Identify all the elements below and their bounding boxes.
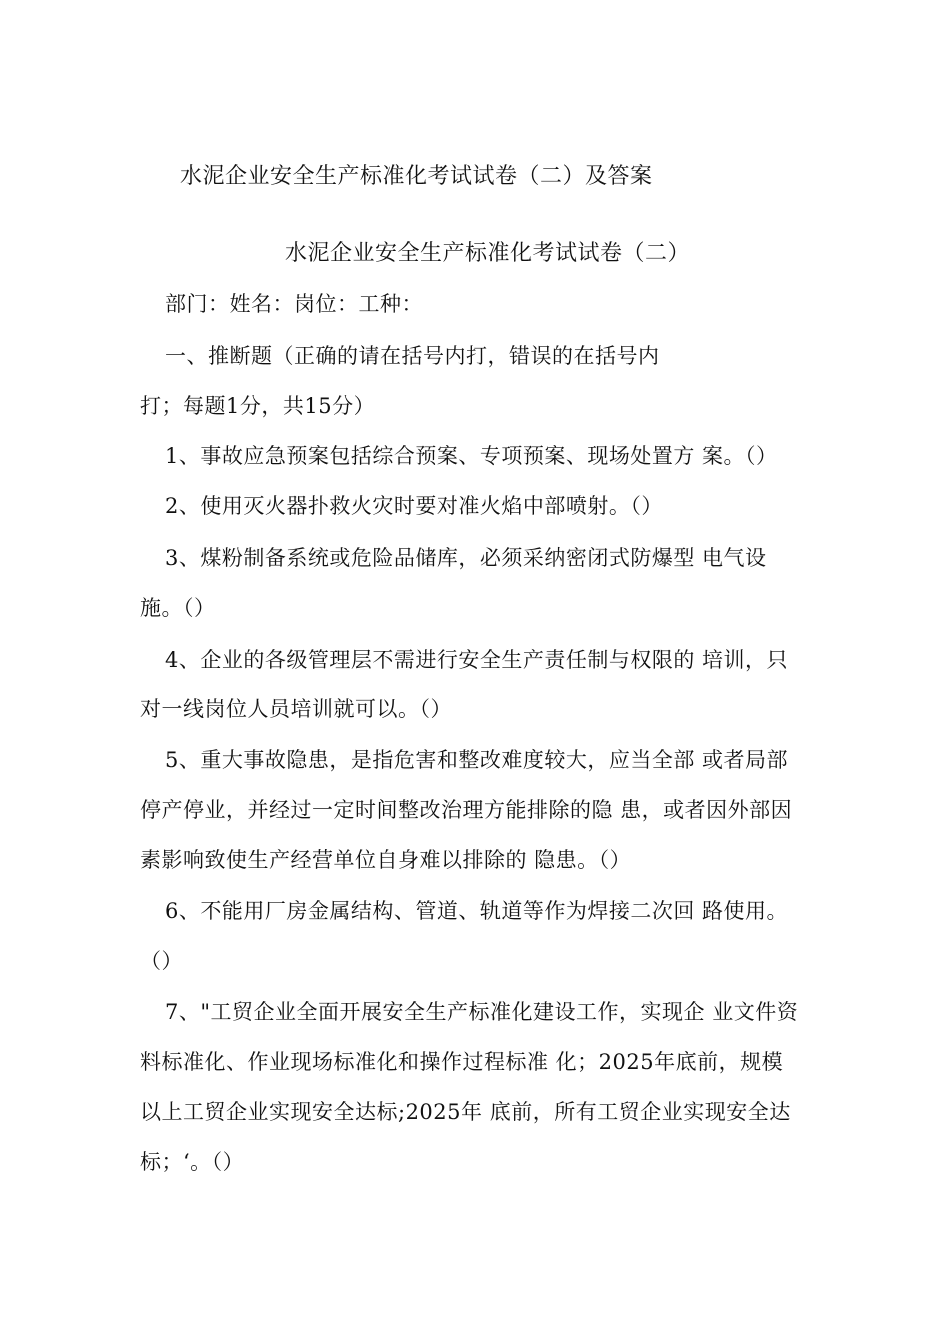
section-heading-line-1: 一、推断题（正确的请在括号内打，错误的在括号内	[165, 344, 660, 368]
question-5-line-1: 5、重大事故隐患，是指危害和整改难度较大，应当全部 或者局部	[165, 748, 789, 772]
question-3-line-1: 3、煤粉制备系统或危险品储库，必须采纳密闭式防爆型 电气设	[165, 546, 767, 570]
question-5-line-2: 停产停业，并经过一定时间整改治理方能排除的隐 患，或者因外部因	[140, 798, 793, 822]
question-1-line-1: 1、事故应急预案包括综合预案、专项预案、现场处置方 案。（）	[165, 444, 778, 468]
question-4-line-1: 4、企业的各级管理层不需进行安全生产责任制与权限的 培训，只	[165, 648, 789, 672]
info-line: 部门：姓名：岗位：工种：	[165, 292, 423, 316]
document-title: 水泥企业安全生产标准化考试试卷（二）及答案	[180, 164, 653, 189]
section-heading-line-2: 打；每题1分，共15分）	[140, 394, 376, 418]
question-6-line-1: 6、不能用厂房金属结构、管道、轨道等作为焊接二次回 路使用。	[165, 899, 789, 923]
question-3-line-2: 施。（）	[140, 596, 216, 620]
question-5-line-3: 素影响致使生产经营单位自身难以排除的 隐患。（）	[140, 848, 632, 872]
question-4-line-2: 对一线岗位人员培训就可以。（）	[140, 697, 452, 721]
question-7-line-1: 7、"工贸企业全面开展安全生产标准化建设工作，实现企 业文件资	[165, 1000, 799, 1024]
question-2-line-1: 2、使用灭火器扑救火灾时要对准火焰中部喷射。（）	[165, 494, 663, 518]
question-7-line-3: 以上工贸企业实现安全达标;2025年 底前，所有工贸企业实现安全达	[140, 1100, 791, 1124]
question-6-line-2: （）	[140, 949, 183, 973]
exam-subtitle: 水泥企业安全生产标准化考试试卷（二）	[285, 241, 691, 266]
question-7-line-2: 料标准化、作业现场标准化和操作过程标准 化；2025年底前，规模	[140, 1050, 784, 1074]
question-7-line-4: 标；‘。（）	[140, 1150, 245, 1174]
